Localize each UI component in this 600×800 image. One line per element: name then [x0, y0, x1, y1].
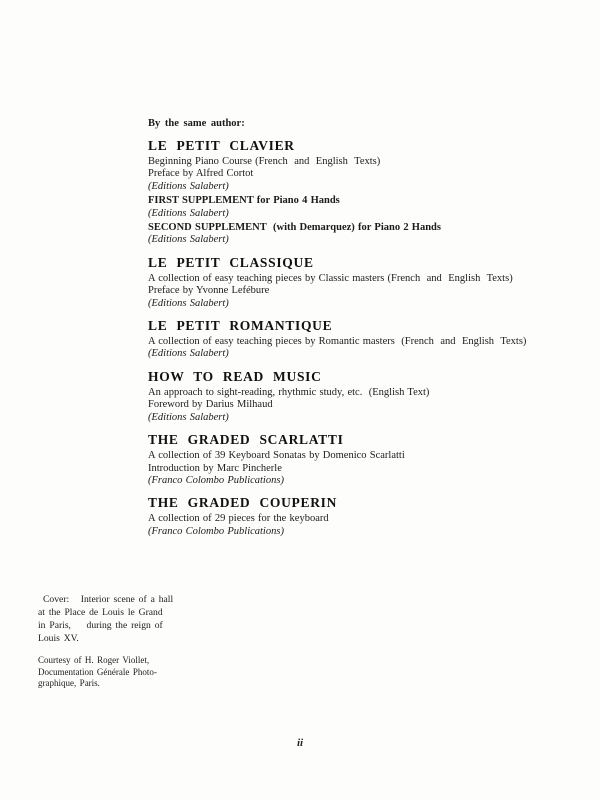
cover-note: [38, 593, 218, 690]
supplement-line: SECOND SUPPLEMENT (with Demarquez) for Piano 2 Hands: [148, 222, 441, 234]
book-title: LE PETIT CLAVIER: [148, 138, 295, 153]
publisher-line: (Franco Colombo Publications): [148, 525, 284, 537]
book-description-line: A collection of 29 pieces for the keyboard: [148, 513, 329, 525]
cover-note-line: Cover: Interior scene of a hall: [43, 594, 174, 605]
book-description-line: Introduction by Marc Pincherle: [148, 462, 282, 474]
book-description-line: A collection of easy teaching pieces by Classic masters (French and English Texts): [148, 272, 513, 284]
book-entry-le-petit-clavier: [148, 138, 568, 247]
bibliography-block: [148, 117, 568, 538]
publisher-line: (Editions Salabert): [148, 207, 229, 219]
book-description-line: Preface by Yvonne Lefébure: [148, 285, 270, 297]
book-entry-graded-couperin: [148, 495, 568, 538]
page-number: ii: [296, 737, 304, 749]
publisher-line: (Editions Salabert): [148, 297, 229, 309]
book-description-line: Beginning Piano Course (French and English Texts): [148, 156, 381, 167]
photo-credit: [38, 655, 218, 690]
supplement-line: FIRST SUPPLEMENT for Piano 4 Hands: [148, 195, 340, 207]
cover-note-line: Louis XV.: [38, 633, 79, 644]
publisher-line: (Franco Colombo Publications): [148, 474, 284, 486]
book-title: LE PETIT CLASSIQUE: [148, 254, 314, 270]
book-title: HOW TO READ MUSIC: [148, 368, 322, 384]
book-description-line: An approach to sight-reading, rhythmic study, etc. (English Text): [148, 386, 430, 398]
book-description-line: A collection of easy teaching pieces by Romantic masters (French and English Texts): [148, 336, 527, 348]
photo-credit-line: Courtesy of H. Roger Viollet,: [38, 655, 150, 665]
author-intro: By the same author:: [148, 118, 245, 129]
book-title: THE GRADED SCARLATTI: [148, 432, 344, 448]
publisher-line: (Editions Salabert): [148, 411, 229, 423]
book-title: LE PETIT ROMANTIQUE: [148, 318, 333, 334]
book-title: THE GRADED COUPERIN: [148, 495, 338, 511]
book-entry-le-petit-romantique: [148, 318, 568, 361]
cover-note-line: in Paris, during the reign of: [38, 620, 163, 631]
book-entry-graded-scarlatti: [148, 432, 568, 487]
book-description-line: A collection of 39 Keyboard Sonatas by Domenico Scarlatti: [148, 450, 405, 462]
photo-credit-line: Documentation Générale Photo-: [38, 666, 157, 677]
photo-credit-line: graphique, Paris.: [38, 678, 100, 688]
publisher-line: (Editions Salabert): [148, 234, 229, 246]
publisher-line: (Editions Salabert): [148, 180, 229, 192]
cover-note-line: at the Place de Louis le Grand: [38, 607, 163, 618]
book-description-line: Foreword by Darius Milhaud: [148, 399, 273, 411]
book-description-line: Preface by Alfred Cortot: [148, 168, 254, 180]
book-entry-le-petit-classique: [148, 255, 568, 310]
publisher-line: (Editions Salabert): [148, 348, 229, 360]
book-entry-how-to-read-music: [148, 369, 568, 424]
